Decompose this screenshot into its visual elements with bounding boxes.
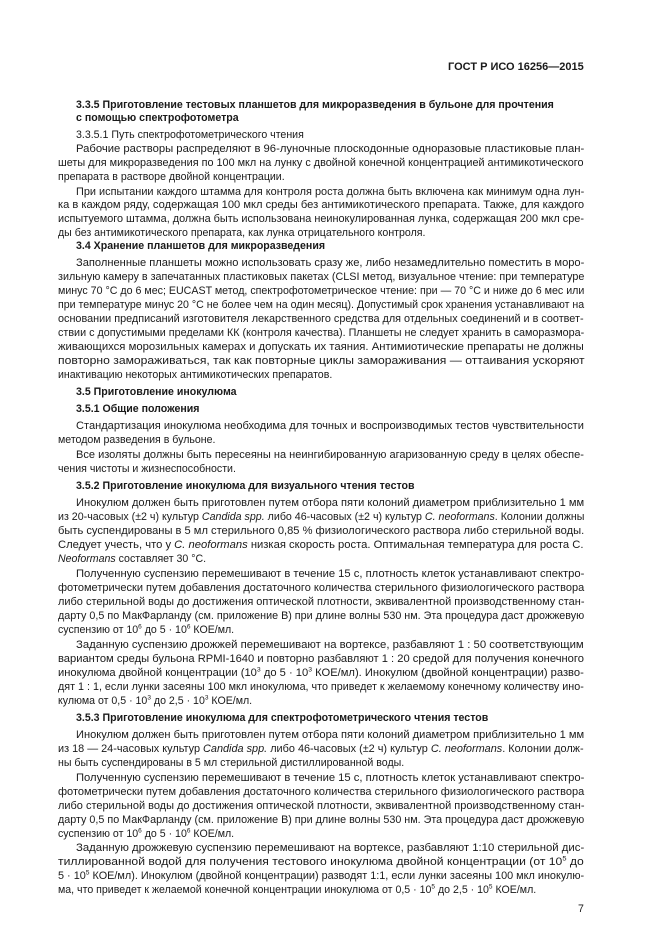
body-line: инактивацию некоторых антимикотических препаратов. xyxy=(58,369,333,381)
body-line: Полученную суспензию перемешивают в течение 15 с, плотность клеток устанавливают спектро- xyxy=(76,568,585,580)
body-line: дарту 0,5 по МакФарланду (см. приложение В) при длине волны 530 нм. Эта процедура даст дрожжевую xyxy=(58,814,585,826)
body-line: Заданную суспензию дрожжей перемешивают на вортексе, разбавляют 1 : 50 соответствующим xyxy=(76,639,584,651)
section-heading: с помощью спектрофотометра xyxy=(76,112,239,124)
section-heading: 3.5.2 Приготовление инокулюма для визуального чтения тестов xyxy=(76,480,415,492)
body-line: повторно замораживаться, так как повторные циклы замораживания — оттаивания ускоряют xyxy=(58,355,585,367)
body-line: Заданную дрожжевую суспензию перемешивают на вортексе, разбавляют 1:10 стерильной дис- xyxy=(76,842,585,854)
body-line: либо стерильной воды до достижения оптической плотности, эквивалентной производственному стан- xyxy=(58,800,585,812)
section-heading: 3.4 Хранение планшетов для микроразведения xyxy=(76,240,326,252)
body-line: либо стерильной воды до достижения оптической плотности, эквивалентной производственному стан- xyxy=(58,596,585,608)
body-line: инокулюма двойной концентрации ($10^3$ до $5 \cdot 10^3$ КОЕ/мл). Инокулюм (двойной концентрации) разво- xyxy=(58,666,584,679)
page-number: 7 xyxy=(578,903,584,915)
body-line: методом разведения в бульоне. xyxy=(58,434,216,446)
body-line: чения чистоты и жизнеспособности. xyxy=(58,463,236,475)
body-line: быть суспендированы в 5 мл стерильного 0,85 % физиологического раствора либо стерильной воды. xyxy=(58,525,585,537)
body-line: Инокулюм должен быть приготовлен путем отбора пяти колоний диаметром приблизительно 1 мм xyxy=(76,729,585,741)
body-line: фотометрически путем добавления достаточного количества стерильного физиологического раствора xyxy=(58,786,585,798)
body-line: ка в каждом ряду, содержащая 100 мкл среды без антимикотического препарата. Также, для каждого xyxy=(58,199,585,211)
body-line: препарата в растворе двойной концентрации. xyxy=(58,171,285,183)
body-line: При испытании каждого штамма для контроля роста должна быть включена как минимум одна лун- xyxy=(76,186,585,198)
body-line: Заполненные планшеты можно использовать сразу же, либо незамедлительно поместить в моро- xyxy=(76,257,585,269)
body-line: ствии с допустимыми пределами КК (контроля качества). Планшеты не следует хранить в саморазмора- xyxy=(58,327,585,339)
body-line: Следует учесть, что у C. neoformans низкая скорость роста. Оптимальная температура для роста C. xyxy=(58,539,584,551)
body-line: Рабочие растворы распределяют в 96-луночные плоскодонные одноразовые пластиковые план- xyxy=(76,143,585,155)
section-heading: 3.3.5 Приготовление тестовых планшетов для микроразведения в бульоне для прочтения xyxy=(76,99,554,111)
body-line: ды без антимикотического препарата, как лунка отрицательного контроля. xyxy=(58,227,426,239)
body-line: суспензию от $10^6$ до $5 \cdot 10^6$ КОЕ/мл. xyxy=(58,827,235,840)
body-line: Полученную суспензию перемешивают в течение 15 с, плотность клеток устанавливают спектро- xyxy=(76,772,585,784)
document-header: ГОСТ Р ИСО 16256—2015 xyxy=(448,61,584,73)
body-line: 3.3.5.1 Путь спектрофотометрического чтения xyxy=(76,129,304,141)
body-line: ма, что приведет к желаемой конечной концентрации инокулюма от $0,5 \cdot 10^5$ до $2,5 \cdot 10^5$ КОЕ/мл. xyxy=(58,883,537,896)
body-line: при температуре минус 20 °C не более чем на один месяц). Допустимый срок хранения устанавливают на xyxy=(58,299,585,311)
body-line: живающихся морозильных камерах и допускать их таяния. Антимиотические препараты не должны xyxy=(58,341,584,353)
body-line: из 20-часовых (±2 ч) культур Candida spp. либо 46-часовых (±2 ч) культур C. neoformans. Колонии должны xyxy=(58,511,585,523)
body-line: фотометрически путем добавления достаточного количества стерильного физиологического раствора xyxy=(58,582,585,594)
body-line: Инокулюм должен быть приготовлен путем отбора пяти колоний диаметром приблизительно 1 мм xyxy=(76,497,585,509)
body-line: суспензию от $10^6$ до $5 \cdot 10^6$ КОЕ/мл. xyxy=(58,623,235,636)
body-line: из 18 — 24-часовых культур Candida spp. либо 46-часовых (±2 ч) культур C. neoformans. Колонии долж- xyxy=(58,743,584,755)
body-line: тиллированной водой для получения тестового инокулюма двойной концентрации (от $10^5$ до xyxy=(58,855,584,868)
section-heading: 3.5 Приготовление инокулюма xyxy=(76,386,237,398)
body-line: испытуемого штамма, должна быть использована неинокулированная лунка, содержащая 200 мкл сре- xyxy=(58,213,584,225)
body-line: Все изоляты должны быть пересеяны на неингибированную агаризованную среду в целях обеспе- xyxy=(76,449,584,461)
body-line: Neoformans составляет 30 °C. xyxy=(58,553,207,565)
body-line: ны быть суспендированы в 5 мл стерильной дистиллированной воды. xyxy=(58,757,405,769)
body-line: вариантом среды бульона RPMI-1640 и повторно разбавляют 1 : 20 средой для получения конечного xyxy=(58,653,584,665)
section-heading: 3.5.1 Общие положения xyxy=(76,403,200,415)
body-line: Стандартизация инокулюма необходима для точных и воспроизводимых тестов чувствительности xyxy=(76,420,584,432)
body-line: дарту 0,5 по МакФарланду (см. приложение В) при длине волны 530 нм. Эта процедура даст дрожжевую xyxy=(58,610,585,622)
body-line: дят 1 : 1, если лунки засеяны 100 мкл инокулюма, что приведет к желаемому конечному количеству ино- xyxy=(58,681,584,693)
body-line: минус 70 °C до 6 мес; EUCAST метод, спектрофотометрическое чтение: при — 70 °C и ниже до 6 мес или xyxy=(58,285,585,297)
body-line: зильную камеру в запечатанных пластиковых пакетах (CLSI метод, визуальное чтение: при температуре xyxy=(58,271,585,283)
body-line: $5 \cdot 10^5$ КОЕ/мл). Инокулюм (двойной концентрации) разводят 1:1, если лунки засеяны 100 мкл инокулю- xyxy=(58,869,585,882)
body-line: основании предписаний изготовителя лекарственного средства для отдельных соединений и в соответ- xyxy=(58,313,584,325)
body-line: шеты для микроразведения по 100 мкл на лунку с двойной конечной концентрацией антимикотического xyxy=(58,157,584,169)
body-line: кулюма от $0,5 \cdot 10^3$ до $2,5 \cdot 10^3$ КОЕ/мл. xyxy=(58,694,253,707)
section-heading: 3.5.3 Приготовление инокулюма для спектрофотометрического чтения тестов xyxy=(76,712,489,724)
